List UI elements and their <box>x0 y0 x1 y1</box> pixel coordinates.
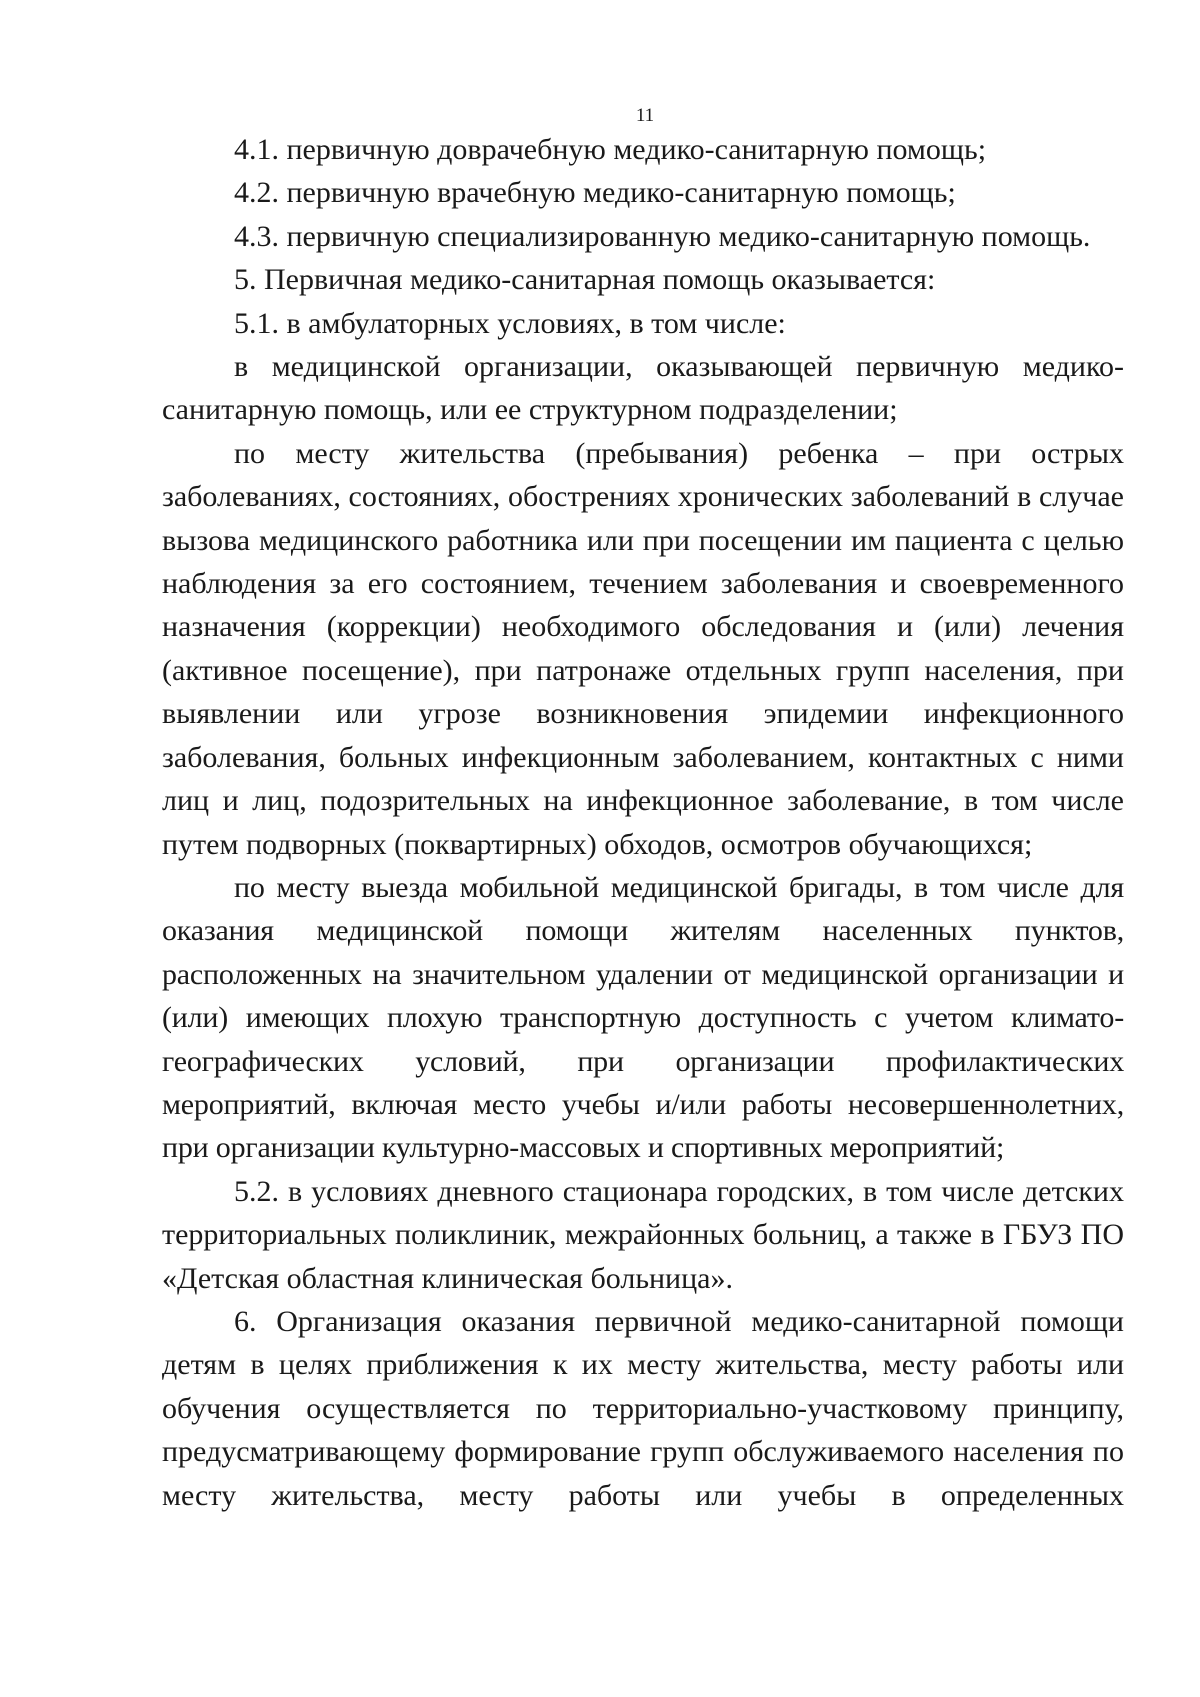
document-body <box>162 128 1124 1517</box>
paragraph-4-2: 4.2. первичную врачебную медико-санитарную помощь; <box>234 176 956 210</box>
paragraph-5: 5. Первичная медико-санитарная помощь оказывается: <box>234 263 936 297</box>
paragraph-4-3: 4.3. первичную специализированную медико-санитарную помощь. <box>234 219 1091 253</box>
paragraph-6: 6. Организация оказания первичной медико-санитарной помощи детям в целях приближения к их месту жительства, месту работы или обучения осуществляется по территориально-участковому принципу, предусматривающему формирование групп обслуживаемого населения по месту жительства, месту работы или учебы в определенных <box>162 1304 1124 1512</box>
page-number: 11 <box>635 105 655 126</box>
paragraph-5-2: 5.2. в условиях дневного стационара городских, в том числе детских территориальных поликлиник, межрайонных больниц, а также в ГБУЗ ПО «Детская областная клиническая больница». <box>162 1174 1124 1295</box>
paragraph-5-1: 5.1. в амбулаторных условиях, в том числе: <box>234 306 786 340</box>
paragraph-4-1: 4.1. первичную доврачебную медико-санитарную помощь; <box>234 133 987 166</box>
paragraph-place-of-residence: по месту жительства (пребывания) ребенка – при острых заболеваниях, состояниях, обострениях хронических заболеваний в случае вызова медицинского работника или при посещении им пациента с целью наблюдения за его состоянием, течением заболевания и своевременного назначения (коррекции) необходимого обследования и (или) лечения (активное посещение), при патронаже отдельных групп населения, при выявлении или угрозе возникновения эпидемии инфекционного заболевания, больных инфекционным заболеванием, контактных с ними лиц и лиц, подозрительных на инфекционное заболевание, в том числе путем подворных (поквартирных) обходов, осмотров обучающихся; <box>162 436 1124 861</box>
paragraph-mobile-brigade: по месту выезда мобильной медицинской бригады, в том числе для оказания медицинской помощи жителям населенных пунктов, расположенных на значительном удалении от медицинской организации и (или) имеющих плохую транспортную доступность с учетом климато-географических условий, при организации профилактических мероприятий, включая место учебы и/или работы несовершеннолетних, при организации культурно-массовых и спортивных мероприятий; <box>162 870 1124 1165</box>
paragraph-in-organization: в медицинской организации, оказывающей первичную медико-санитарную помощь, или ее структурном подразделении; <box>162 350 1124 427</box>
